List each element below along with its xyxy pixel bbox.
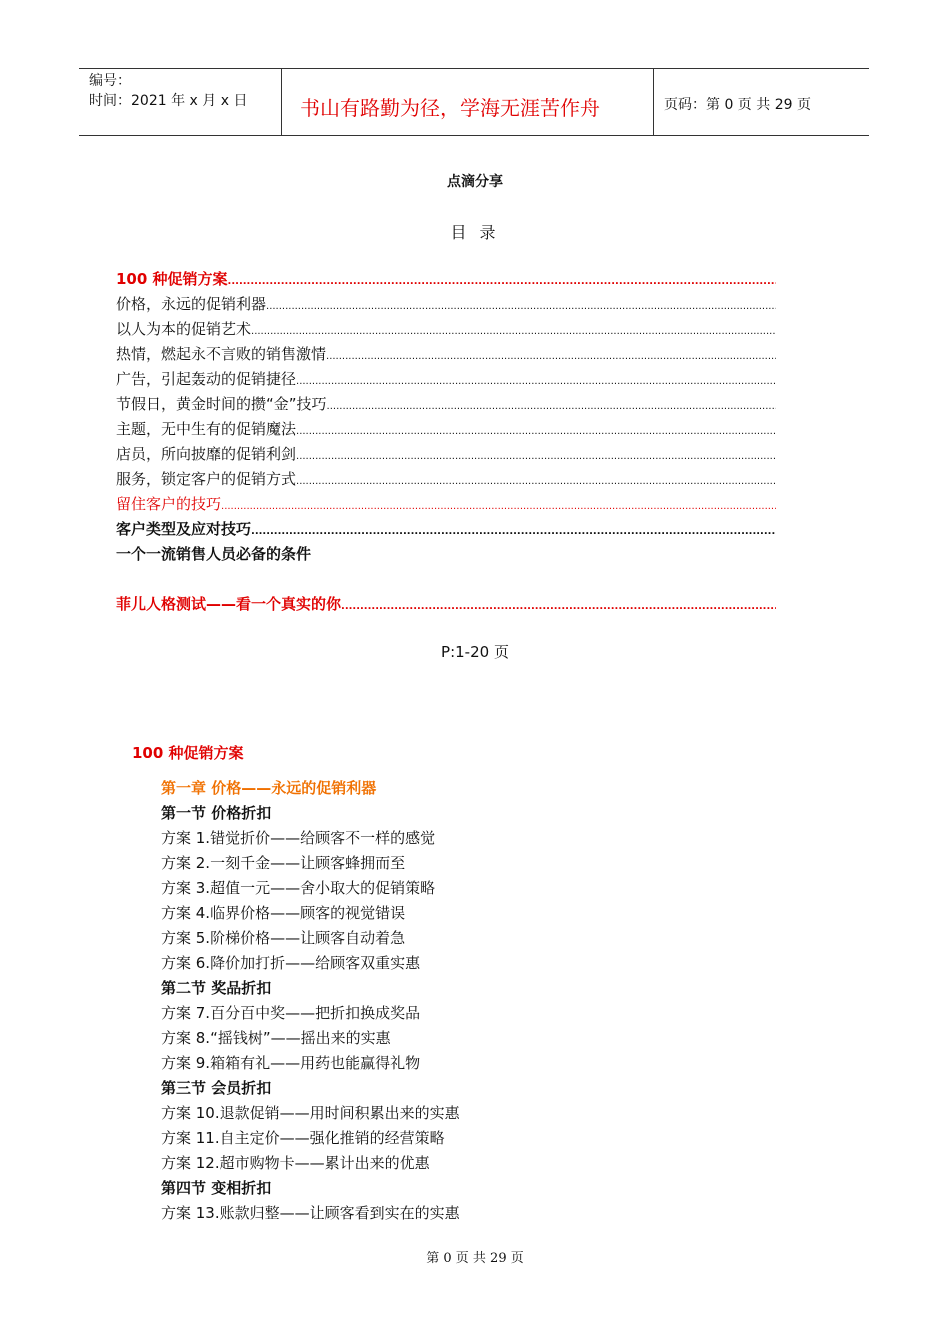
toc-leader-dots [326, 351, 776, 362]
plan-item: 方案 5.阶梯价格——让顾客自动着急 [161, 929, 406, 947]
section-heading: 第一节 价格折扣 [161, 804, 272, 822]
plan-item: 方案 3.超值一元——舍小取大的促销策略 [161, 879, 436, 897]
section-heading: 第二节 奖品折扣 [161, 979, 272, 997]
plan-item: 方案 2.一刻千金——让顾客蜂拥而至 [161, 854, 406, 872]
page-range: P:1-20 页 [441, 643, 509, 661]
outline [132, 741, 832, 1226]
header-page-cell [654, 69, 869, 135]
toc-item-label: 一个一流销售人员必备的条件 [116, 545, 312, 563]
section-heading: 第四节 变相折扣 [161, 1179, 272, 1197]
header-page-label: 页码：第 0 页 共 29 页 [664, 97, 811, 113]
plan-item: 方案 1.错觉折价——给顾客不一样的感觉 [161, 829, 436, 847]
plan-item: 方案 6.降价加打折——给顾客双重实惠 [161, 954, 421, 972]
toc-item-label: 热情，燃起永不言败的销售激情 [116, 345, 327, 363]
toc-item-label: 价格，永远的促销利器 [116, 295, 267, 313]
toc-item-label: 主题，无中生有的促销魔法 [116, 420, 297, 438]
toc-leader-dots [296, 426, 776, 437]
header-motto-cell [282, 69, 654, 135]
toc-item[interactable] [116, 493, 776, 518]
plan-item: 方案 8.“摇钱树”——摇出来的实惠 [161, 1029, 391, 1047]
toc-item[interactable] [116, 368, 776, 393]
table-of-contents [116, 268, 776, 618]
toc-item-label: 菲儿人格测试——看一个真实的你 [116, 595, 342, 613]
toc-item[interactable] [116, 593, 776, 618]
plan-item: 方案 13.账款归整——让顾客看到实在的实惠 [161, 1204, 460, 1222]
toc-leader-dots [251, 526, 776, 537]
header-number-label: 编号： [89, 73, 131, 89]
toc-item-label: 店员，所向披靡的促销利剑 [116, 445, 297, 463]
header-motto: 书山有路勤为径，学海无涯苦作舟 [300, 96, 600, 120]
page-header [79, 68, 869, 136]
toc-item-label: 100 种促销方案 [116, 270, 228, 288]
page-footer: 第 0 页 共 29 页 [426, 1251, 524, 1266]
toc-leader-dots [296, 451, 776, 462]
toc-item-label: 服务，锁定客户的促销方式 [116, 470, 297, 488]
toc-leader-dots [341, 601, 776, 612]
plan-item: 方案 11.自主定价——强化推销的经营策略 [161, 1129, 445, 1147]
toc-item-label: 以人为本的促销艺术 [116, 320, 252, 338]
toc-item[interactable] [116, 293, 776, 318]
plan-item: 方案 4.临界价格——顾客的视觉错误 [161, 904, 406, 922]
plan-item: 方案 9.箱箱有礼——用药也能赢得礼物 [161, 1054, 421, 1072]
toc-item[interactable] [116, 518, 776, 543]
toc-item-label: 节假日，黄金时间的攒“金”技巧 [116, 395, 327, 413]
toc-item-label: 广告，引起轰动的促销捷径 [116, 370, 297, 388]
header-meta-cell [79, 69, 282, 135]
toc-item[interactable] [116, 343, 776, 368]
toc-item[interactable] [116, 318, 776, 343]
outline-title: 100 种促销方案 [132, 744, 244, 762]
toc-leader-dots [221, 501, 776, 512]
toc-leader-dots [296, 376, 776, 387]
toc-item[interactable] [116, 443, 776, 468]
chapter-heading: 第一章 价格——永远的促销利器 [161, 779, 377, 797]
header-time-label: 时间：2021 年 x 月 x 日 [89, 93, 248, 109]
toc-item[interactable] [116, 543, 776, 568]
outline-body [161, 776, 832, 1226]
toc-leader-dots [327, 401, 776, 412]
toc-item-label: 留住客户的技巧 [116, 495, 222, 513]
section-heading: 第三节 会员折扣 [161, 1079, 272, 1097]
toc-leader-dots [296, 476, 776, 487]
toc-spacer [116, 568, 776, 593]
toc-item[interactable] [116, 468, 776, 493]
toc-heading: 目 录 [450, 223, 500, 242]
toc-item[interactable] [116, 393, 776, 418]
toc-leader-dots [251, 326, 776, 337]
plan-item: 方案 10.退款促销——用时间积累出来的实惠 [161, 1104, 460, 1122]
toc-leader-dots [266, 301, 776, 312]
plan-item: 方案 7.百分百中奖——把折扣换成奖品 [161, 1004, 421, 1022]
toc-leader-dots [228, 276, 776, 287]
toc-item-label: 客户类型及应对技巧 [116, 520, 252, 538]
plan-item: 方案 12.超市购物卡——累计出来的优惠 [161, 1154, 430, 1172]
toc-item[interactable] [116, 418, 776, 443]
toc-item[interactable] [116, 268, 776, 293]
document-title: 点滴分享 [447, 174, 503, 190]
